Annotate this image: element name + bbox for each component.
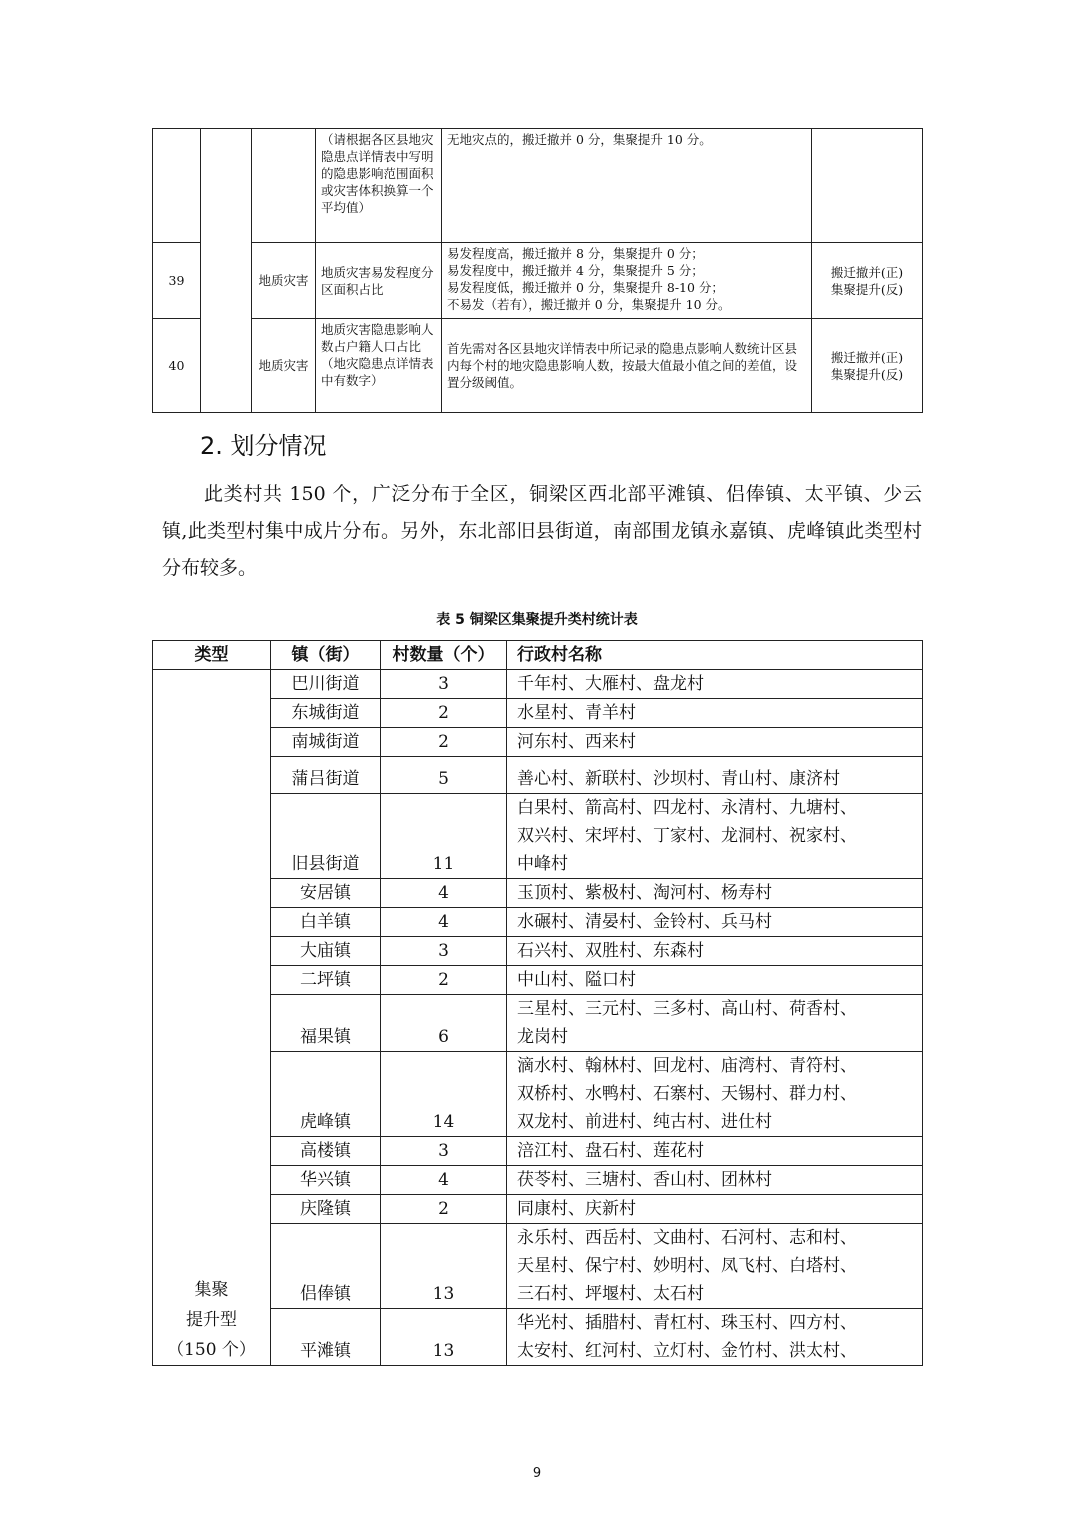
table-row [153, 129, 923, 243]
count-cell: 2 [381, 1195, 507, 1224]
table-row [153, 319, 923, 413]
paragraph-text: 此类村共 150 个，广泛分布于全区，铜梁区西北部平滩镇、侣俸镇、太平镇、少云镇,此类型村集中成片分布。另外，东北部旧县街道，南部围龙镇永嘉镇、虎峰镇此类型村分布较多。 [162, 483, 922, 579]
count-cell: 4 [381, 1166, 507, 1195]
rule-cell: 无地灾点的，搬迁撤并 0 分，集聚提升 10 分。 [442, 129, 812, 243]
town-cell: 高楼镇 [271, 1137, 381, 1166]
table-row [153, 243, 923, 319]
count-cell: 4 [381, 879, 507, 908]
town-cell: 大庙镇 [271, 937, 381, 966]
villages-cell: 华光村、插腊村、青杠村、珠玉村、四方村、 太安村、红河村、立灯村、金竹村、洪太村、 [507, 1309, 923, 1366]
town-cell: 旧县街道 [271, 794, 381, 879]
header-count: 村数量（个） [381, 641, 507, 670]
indicator-cell: （请根据各区县地灾隐患点详情表中写明的隐患影响范围面积或灾害体积换算一个平均值） [316, 129, 442, 243]
town-cell: 蒲吕街道 [271, 757, 381, 794]
town-cell: 安居镇 [271, 879, 381, 908]
villages-cell: 涪江村、盘石村、莲花村 [507, 1137, 923, 1166]
category-cell: 地质灾害 [252, 319, 316, 413]
villages-cell: 白果村、箭高村、四龙村、永清村、九塘村、 双兴村、宋坪村、丁家村、龙洞村、祝家村、 中峰村 [507, 794, 923, 879]
row-number: 40 [153, 319, 201, 413]
town-cell: 庆隆镇 [271, 1195, 381, 1224]
category-cell: 地质灾害 [252, 243, 316, 319]
rule-cell: 首先需对各区县地灾详情表中所记录的隐患点影响人数统计区县内每个村的地灾隐患影响人数，按最大值最小值之间的差值，设置分级阈值。 [442, 319, 812, 413]
villages-cell: 同康村、庆新村 [507, 1195, 923, 1224]
town-cell: 二坪镇 [271, 966, 381, 995]
town-cell: 平滩镇 [271, 1309, 381, 1366]
town-cell: 白羊镇 [271, 908, 381, 937]
villages-cell: 玉顶村、紫极村、淘河村、杨寿村 [507, 879, 923, 908]
villages-cell: 善心村、新联村、沙坝村、青山村、康济村 [507, 757, 923, 794]
villages-cell: 河东村、西来村 [507, 728, 923, 757]
table-row [153, 670, 923, 699]
count-cell: 14 [381, 1052, 507, 1137]
evaluation-criteria-table [152, 128, 923, 413]
count-cell: 2 [381, 728, 507, 757]
villages-cell: 水碾村、清晏村、金铃村、兵马村 [507, 908, 923, 937]
count-cell: 3 [381, 937, 507, 966]
villages-cell: 三星村、三元村、三多村、高山村、荷香村、 龙岗村 [507, 995, 923, 1052]
direction-cell: 搬迁撤并(正) 集聚提升(反) [812, 243, 923, 319]
villages-cell: 永乐村、西岳村、文曲村、石河村、志和村、 天星村、保宁村、妙明村、凤飞村、白塔村、 三石村、坪堰村、太石村 [507, 1224, 923, 1309]
town-cell: 东城街道 [271, 699, 381, 728]
town-cell: 南城街道 [271, 728, 381, 757]
town-cell: 巴川街道 [271, 670, 381, 699]
villages-cell: 滴水村、翰林村、回龙村、庙湾村、青符村、 双桥村、水鸭村、石寨村、天锡村、群力村、 双龙村、前进村、纯古村、进仕村 [507, 1052, 923, 1137]
count-cell: 4 [381, 908, 507, 937]
type-cell: 集聚 提升型 （150 个） [153, 670, 271, 1366]
count-cell: 2 [381, 966, 507, 995]
rule-cell: 易发程度高，搬迁撤并 8 分，集聚提升 0 分； 易发程度中，搬迁撤并 4 分，集聚提升 5 分； 易发程度低，搬迁撤并 0 分，集聚提升 8-10 分； 不易发（若有），搬迁撤并 0 分，集聚提升 10 分。 [442, 243, 812, 319]
villages-cell: 石兴村、双胜村、东森村 [507, 937, 923, 966]
villages-cell: 水星村、青羊村 [507, 699, 923, 728]
indicator-cell: 地质灾害易发程度分区面积占比 [316, 243, 442, 319]
header-row [153, 641, 923, 670]
category-cell [252, 129, 316, 243]
count-cell: 13 [381, 1224, 507, 1309]
count-cell: 13 [381, 1309, 507, 1366]
count-cell: 3 [381, 1137, 507, 1166]
body-paragraph [162, 476, 922, 587]
table-caption: 表 5 铜梁区集聚提升类村统计表 [436, 612, 638, 628]
page-number: 9 [532, 1466, 542, 1481]
town-cell: 侣俸镇 [271, 1224, 381, 1309]
merged-column [201, 129, 252, 413]
town-cell: 福果镇 [271, 995, 381, 1052]
town-cell: 虎峰镇 [271, 1052, 381, 1137]
row-number [153, 129, 201, 243]
count-cell: 3 [381, 670, 507, 699]
header-villages: 行政村名称 [507, 641, 923, 670]
villages-cell: 茯苓村、三塘村、香山村、团林村 [507, 1166, 923, 1195]
town-cell: 华兴镇 [271, 1166, 381, 1195]
count-cell: 11 [381, 794, 507, 879]
villages-cell: 中山村、隘口村 [507, 966, 923, 995]
header-town: 镇（街） [271, 641, 381, 670]
direction-cell: 搬迁撤并(正) 集聚提升(反) [812, 319, 923, 413]
count-cell: 5 [381, 757, 507, 794]
section-heading: 2. 划分情况 [200, 432, 327, 460]
header-type: 类型 [153, 641, 271, 670]
villages-cell: 千年村、大雁村、盘龙村 [507, 670, 923, 699]
indicator-cell: 地质灾害隐患影响人数占户籍人口占比 （地灾隐患点详情表中有数字） [316, 319, 442, 413]
count-cell: 6 [381, 995, 507, 1052]
row-number: 39 [153, 243, 201, 319]
count-cell: 2 [381, 699, 507, 728]
direction-cell [812, 129, 923, 243]
village-statistics-table [152, 640, 923, 1366]
